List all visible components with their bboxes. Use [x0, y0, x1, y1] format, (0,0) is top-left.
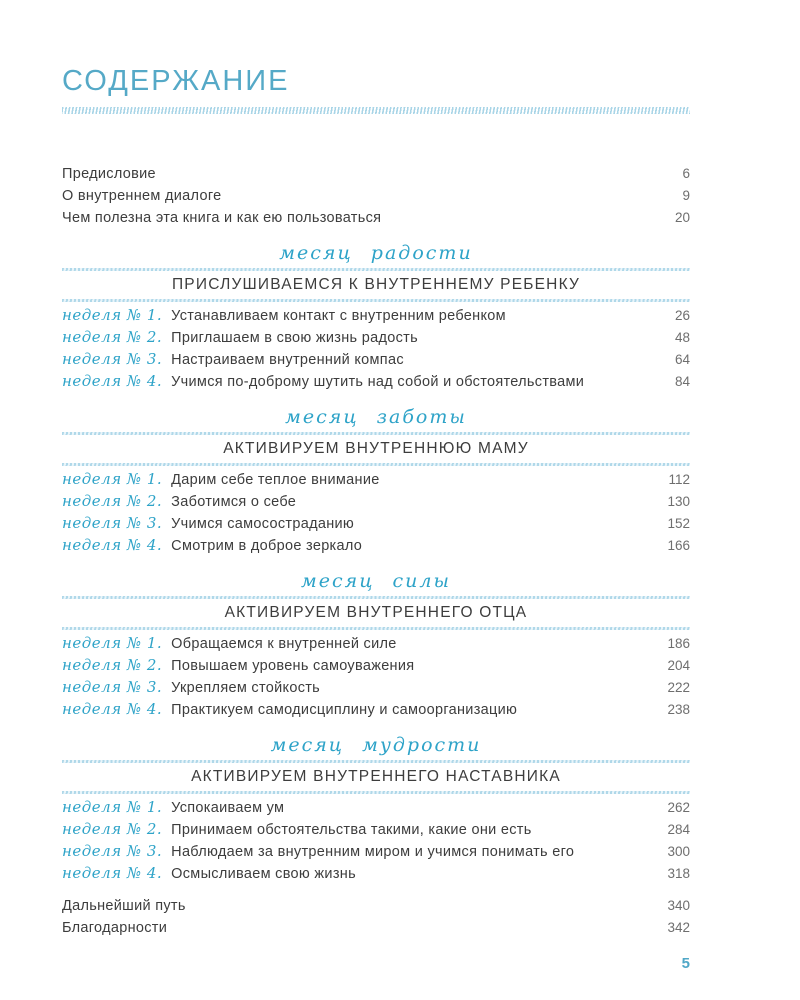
week-entry [62, 491, 690, 513]
week-title: Повышаем уровень самоуважения [171, 658, 415, 674]
week-page: 64 [674, 352, 690, 367]
front-matter-list [62, 163, 690, 229]
week-title: Смотрим в доброе зеркало [171, 538, 363, 554]
week-entry [62, 819, 690, 841]
section-month-title: месяц мудрости [270, 734, 482, 756]
divider-line [62, 268, 690, 271]
week-title: Дарим себе теплое внимание [171, 472, 380, 488]
folio-page-number: 5 [681, 955, 690, 972]
week-entry [62, 513, 690, 535]
divider-line [62, 791, 690, 794]
week-page: 112 [668, 472, 690, 487]
week-entry [62, 305, 690, 327]
week-title: Принимаем обстоятельства такими, какие они есть [171, 822, 532, 838]
toc-entry-label: Чем полезна эта книга и как ею пользоваться [62, 210, 382, 226]
week-label: неделя № 1. [62, 306, 163, 324]
week-entry [62, 469, 690, 491]
week-page: 166 [667, 538, 690, 553]
week-entry [62, 633, 690, 655]
week-page: 222 [667, 680, 690, 695]
week-page: 186 [667, 636, 690, 651]
week-page: 204 [667, 658, 690, 673]
week-title: Учимся самосостраданию [171, 516, 355, 532]
week-label: неделя № 3. [62, 678, 163, 696]
toc-entry-label: Предисловие [62, 166, 156, 182]
week-title: Устанавливаем контакт с внутренним ребенком [171, 308, 506, 324]
divider-line [62, 596, 690, 599]
week-entry [62, 863, 690, 885]
toc-entry-label: Благодарности [62, 920, 168, 936]
week-entry [62, 797, 690, 819]
week-title: Успокаиваем ум [171, 800, 285, 816]
toc-entry-page: 20 [674, 210, 690, 225]
week-label: неделя № 4. [62, 372, 163, 390]
week-entry [62, 655, 690, 677]
week-label: неделя № 3. [62, 842, 163, 860]
week-label: неделя № 2. [62, 656, 163, 674]
page-title: СОДЕРЖАНИЕ [62, 65, 290, 97]
section-month-title: месяц заботы [285, 406, 467, 428]
section-header: ПРИСЛУШИВАЕМСЯ К ВНУТРЕННЕМУ РЕБЕНКУ [171, 276, 581, 293]
week-label: неделя № 1. [62, 470, 163, 488]
divider-line [62, 463, 690, 466]
week-page: 26 [674, 308, 690, 323]
week-title: Осмысливаем свою жизнь [171, 866, 356, 882]
toc-section-strength [62, 570, 690, 721]
toc-entry-page: 340 [667, 898, 690, 913]
week-title: Обращаемся к внутренней силе [171, 636, 397, 652]
week-page: 284 [667, 822, 690, 837]
week-title: Учимся по-доброму шутить над собой и обстоятельствами [171, 374, 585, 390]
toc-section-joy [62, 242, 690, 393]
toc-entry-label: Дальнейший путь [62, 898, 186, 914]
toc-entry-page: 342 [667, 920, 690, 935]
week-label: неделя № 1. [62, 634, 163, 652]
toc-entry-label: О внутреннем диалоге [62, 188, 222, 204]
week-page: 152 [667, 516, 690, 531]
toc-entry [62, 895, 690, 917]
week-entry [62, 327, 690, 349]
week-title: Наблюдаем за внутренним миром и учимся понимать его [171, 844, 575, 860]
section-header: АКТИВИРУЕМ ВНУТРЕННЮЮ МАМУ [223, 440, 529, 457]
section-header: АКТИВИРУЕМ ВНУТРЕННЕГО НАСТАВНИКА [191, 768, 561, 785]
week-label: неделя № 4. [62, 536, 163, 554]
week-entry [62, 841, 690, 863]
divider-line [62, 760, 690, 763]
week-page: 238 [667, 702, 690, 717]
week-title: Настраиваем внутренний компас [171, 352, 404, 368]
week-title: Укрепляем стойкость [171, 680, 321, 696]
week-label: неделя № 4. [62, 864, 163, 882]
toc-section-care [62, 406, 690, 557]
week-page: 318 [667, 866, 690, 881]
week-page: 84 [674, 374, 690, 389]
week-label: неделя № 2. [62, 328, 163, 346]
toc-entry [62, 207, 690, 229]
toc-entry-page: 9 [682, 188, 690, 203]
week-label: неделя № 4. [62, 700, 163, 718]
divider-line [62, 432, 690, 435]
divider-line [62, 627, 690, 630]
week-entry [62, 677, 690, 699]
divider-line [62, 299, 690, 302]
week-page: 300 [667, 844, 690, 859]
week-title: Приглашаем в свою жизнь радость [171, 330, 418, 346]
week-title: Заботимся о себе [171, 494, 297, 510]
toc-section-wisdom [62, 734, 690, 885]
section-month-title: месяц силы [301, 570, 451, 592]
week-label: неделя № 1. [62, 798, 163, 816]
title-underline-hatch [62, 107, 690, 114]
week-entry [62, 371, 690, 393]
week-entry [62, 349, 690, 371]
toc-entry [62, 163, 690, 185]
toc-entry [62, 185, 690, 207]
toc-entry [62, 917, 690, 939]
section-header: АКТИВИРУЕМ ВНУТРЕННЕГО ОТЦА [224, 604, 528, 621]
week-page: 262 [667, 800, 690, 815]
week-entry [62, 535, 690, 557]
week-label: неделя № 2. [62, 492, 163, 510]
section-month-title: месяц радости [279, 242, 473, 264]
week-entry [62, 699, 690, 721]
week-title: Практикуем самодисциплину и самоорганизацию [171, 702, 518, 718]
back-matter-list [62, 895, 690, 939]
week-page: 48 [674, 330, 690, 345]
week-page: 130 [667, 494, 690, 509]
week-label: неделя № 3. [62, 350, 163, 368]
toc-entry-page: 6 [682, 166, 690, 181]
week-label: неделя № 2. [62, 820, 163, 838]
week-label: неделя № 3. [62, 514, 163, 532]
